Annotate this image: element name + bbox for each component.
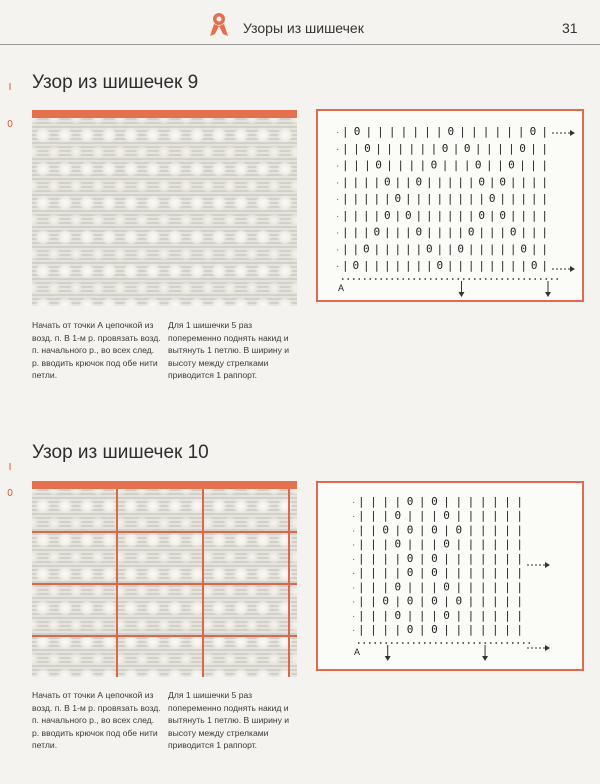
arrow-head (545, 645, 550, 651)
pattern-10-chart (316, 481, 584, 671)
pattern-9-description-left: Начать от точки А цепочкой из возд. п. В 1-м р. провязать возд. п. начального р., во всех след. р. вводить крючок под обе нити петли. (32, 320, 161, 381)
chart-row: ||0||||||0|0||||0|| (342, 141, 548, 155)
chain-dot: · (352, 596, 356, 608)
pattern-9-photo (32, 110, 297, 306)
chart-row: |||0|||0|||||| (358, 537, 523, 551)
chart-row: |||0||||0|||0||0||| (342, 158, 548, 172)
header-rule (0, 44, 600, 45)
pattern-10-description-right: Для 1 шишечки 5 раз попеременно поднять накид и вытянуть 1 петлю. В ширину и высоту между стрелками приводится 1 раппорт. (168, 690, 290, 751)
pattern-9-description-right: Для 1 шишечки 5 раз попеременно поднять накид и вытянуть 1 петлю. В ширину и высоту между стрелками приводится 1 раппорт. (168, 320, 290, 381)
chain-dot: · (336, 143, 340, 155)
crochet-chart-svg (318, 483, 582, 669)
chain-dot: · (336, 194, 340, 205)
chain-dot: · (336, 160, 340, 172)
chart-row: ||0|0|0|0||||| (358, 594, 523, 608)
running-title: Узоры из шишечек (243, 20, 364, 36)
pattern-9-title: Узор из шишечек 9 (32, 72, 199, 93)
chain-dot: · (336, 177, 340, 189)
arrow-head (545, 292, 551, 297)
chart-row: |0|||||||0||||||0| (342, 125, 548, 138)
chart-row: ||0|||||0||0|||||0|| (342, 242, 548, 256)
arrow-head (385, 656, 391, 661)
chart-row: |||0|||0|||||| (358, 509, 523, 523)
arrow-head (545, 562, 550, 568)
bobble-knot-icon (207, 12, 231, 38)
page-header (0, 0, 600, 44)
chain-dot: · (336, 227, 340, 239)
side-mark-o: 0 (7, 119, 13, 130)
photo-accent-bar (32, 110, 297, 118)
arrow-head (570, 130, 575, 136)
chart-row: ||||0|0||||||0|0|||| (342, 208, 548, 222)
knit-sample-image (32, 489, 297, 677)
start-point-label: A (354, 647, 361, 657)
pattern-10-photo (32, 481, 297, 677)
chart-row: |||0|||0|||||| (358, 580, 523, 594)
start-point-label: A (338, 283, 345, 293)
pattern-10-description-left: Начать от точки А цепочкой из возд. п. В 1-м р. провязать возд. п. начального р., во всех след. р. вводить крючок под обе нити петли. (32, 690, 161, 751)
chart-row: |||0|||0|||||| (358, 608, 523, 622)
chart-row: ||||0|0||||||| (358, 566, 523, 580)
chart-row: |||0|||0||||0|||0||| (342, 225, 548, 239)
knit-sample-image (32, 118, 297, 306)
pattern-10-title: Узор из шишечек 10 (32, 442, 209, 463)
chain-dot: · (352, 625, 356, 636)
chart-row: ||||0|0||||||| (358, 623, 523, 636)
chain-dot: · (352, 553, 356, 565)
chain-dot: · (336, 210, 340, 222)
chart-row: |||||0||||||||0||||| (342, 192, 548, 205)
chain-dot: · (352, 525, 356, 537)
chart-row: ||0|0|0|0||||| (358, 523, 523, 537)
photo-accent-bar (32, 481, 297, 489)
chart-row: ||||0|0||||||| (358, 495, 523, 508)
chain-dot: · (352, 497, 356, 508)
chain-dot: · (352, 511, 356, 523)
chain-dot: · (336, 261, 340, 272)
chain-dot: · (352, 568, 356, 580)
side-mark-i: I (8, 82, 12, 93)
arrow-head (458, 292, 464, 297)
pattern-9-chart (316, 109, 584, 302)
side-mark-i: I (8, 462, 12, 473)
arrow-head (482, 656, 488, 661)
chart-row: |0|||||||0||||||||0| (342, 259, 548, 272)
arrow-head (570, 266, 575, 272)
chain-dot: · (336, 244, 340, 256)
page-number: 31 (562, 20, 578, 36)
chart-row: ||||0||0|||||0|0|||| (342, 175, 548, 189)
chain-dot: · (352, 582, 356, 594)
side-mark-o: 0 (7, 488, 13, 499)
chart-row: ||||0|0||||||| (358, 551, 523, 565)
crochet-chart-svg (318, 111, 582, 300)
chain-dot: · (352, 610, 356, 622)
chain-dot: · (352, 539, 356, 551)
chain-dot: · (336, 127, 340, 138)
